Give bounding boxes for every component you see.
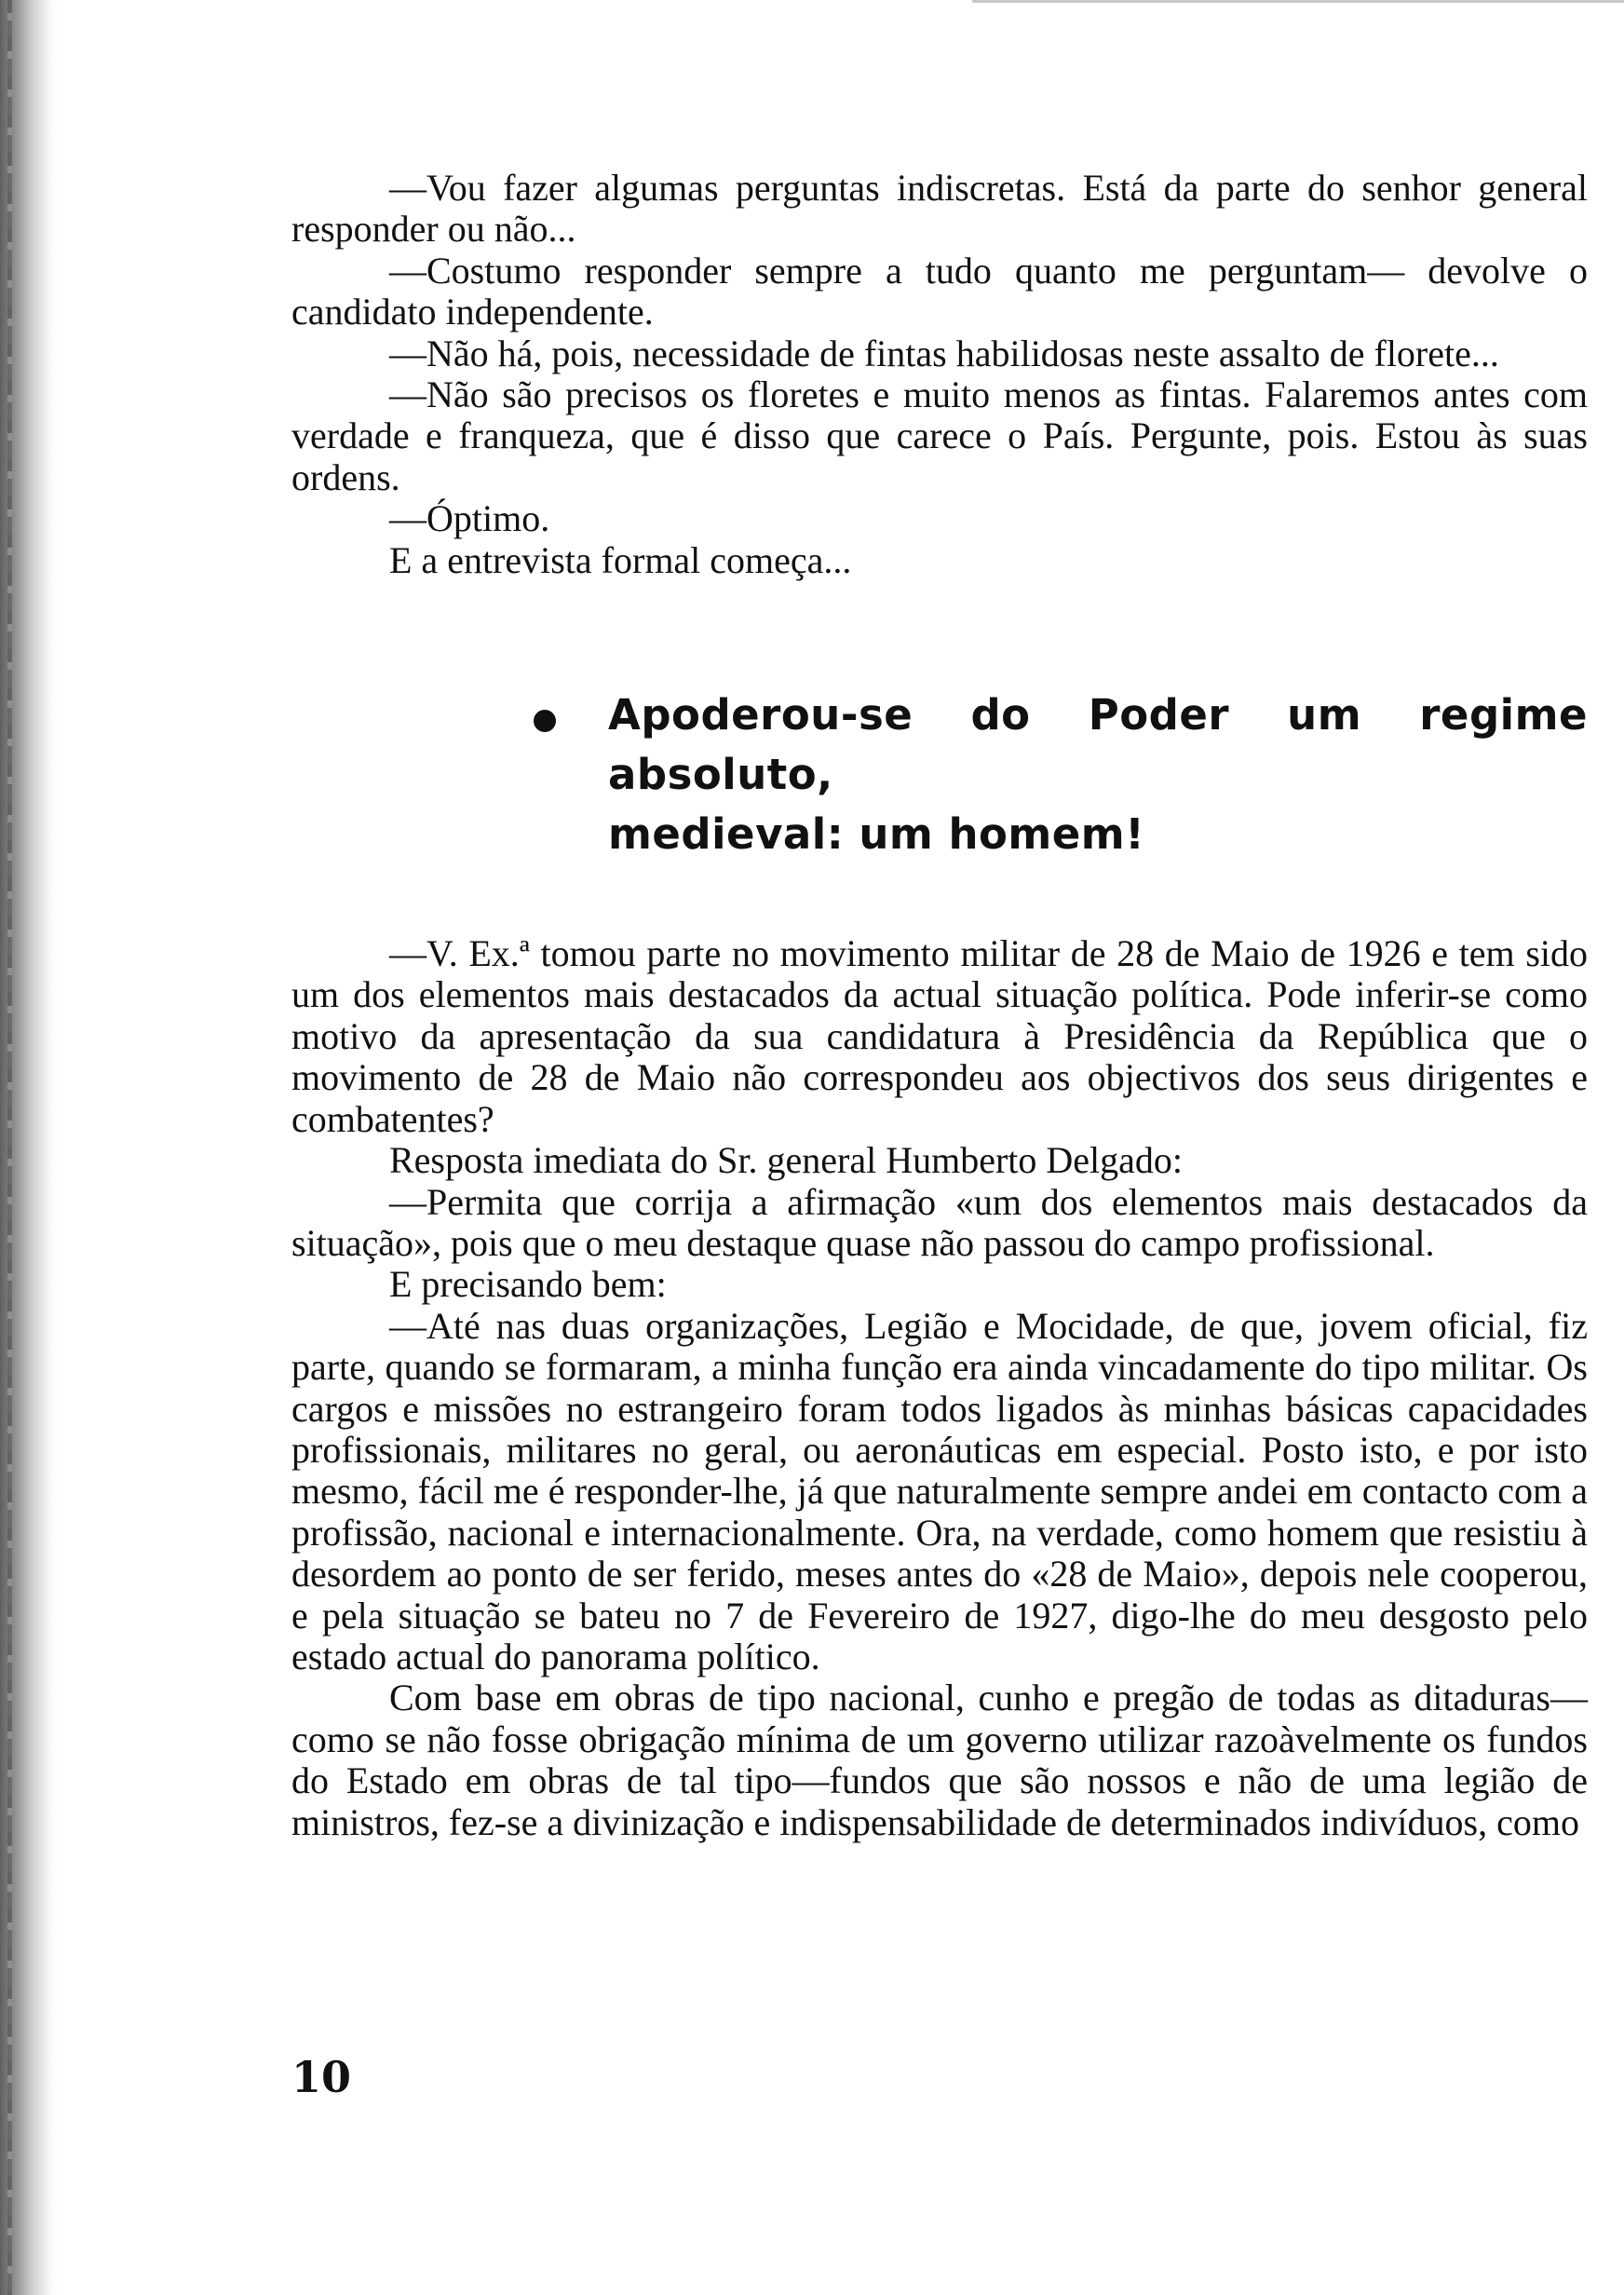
body-paragraph-4: E precisando bem: (389, 1263, 667, 1306)
body-paragraph-6: Com base em obras de tipo nacional, cunho e pregão de todas as ditaduras—como se não fosse obrigação mínima de um governo utilizar razoàvelmente os fundos do Estado em obras de tal tipo—fundos que são nossos e não de uma legião de ministros, fez-se a divinização e indispensabilidade de determinados indivíduos, como (291, 1677, 1588, 1843)
section-heading-line-1: Apoderou-se do Poder um regime absoluto, (608, 690, 1588, 800)
body-paragraph-3: —Permita que corrija a afirmação «um dos elementos mais destacados da situação», pois que o meu destaque quase não passou do campo profissional. (291, 1180, 1588, 1264)
scan-binding-edge (0, 0, 58, 2295)
body-paragraph-5: —Até nas duas organizações, Legião e Mocidade, de que, jovem oficial, fiz parte, quando se formaram, a minha função era ainda vincadamente do tipo militar. Os cargos e missões no estrangeiro foram todos ligados às minhas básicas capacidades profissionais, militares no geral, ou aeronáuticas em especial. Posto isto, e por isto mesmo, fácil me é responder-lhe, já que naturalmente sempre andei em contacto com a profissão, nacional e internacionalmente. Ora, na verdade, como homem que resistiu à desordem ao ponto de ser ferido, meses antes do «28 de Maio», depois nele cooperou, e pela situação se bateu no 7 de Fevereiro de 1927, digo-lhe do meu desgosto pelo estado actual do panorama político. (291, 1304, 1588, 1677)
intro-paragraph-6: E a entrevista formal começa... (389, 538, 852, 581)
intro-paragraph-2: —Costumo responder sempre a tudo quanto me perguntam— devolve o candidato independente. (291, 249, 1588, 333)
body-paragraph-1: —V. Ex.ª tomou parte no movimento militar de 28 de Maio de 1926 e tem sido um dos elementos mais destacados da actual situação política. Pode inferir-se como motivo da apresentação da sua candidatura à Presidência da República que o movimento de 28 de Maio não correspondeu aos objectivos dos seus dirigentes e combatentes? (291, 932, 1588, 1140)
intro-paragraph-4: —Não são precisos os floretes e muito menos as fintas. Falaremos antes com verdade e franqueza, que é disso que carece o País. Pergunte, pois. Estou às suas ordens. (291, 373, 1588, 498)
intro-paragraph-3: —Não há, pois, necessidade de fintas habilidosas neste assalto de florete... (389, 332, 1499, 374)
intro-paragraph-5: —Óptimo. (389, 497, 550, 540)
interview-body (291, 933, 1588, 1843)
body-paragraph-2: Resposta imediata do Sr. general Humberto Delgado: (389, 1139, 1184, 1182)
section-heading (608, 686, 1588, 864)
page-content (291, 168, 1588, 1843)
intro-paragraph-1: —Vou fazer algumas perguntas indiscretas. Está da parte do senhor general responder ou não... (291, 167, 1588, 251)
page-number: 10 (291, 2052, 352, 2102)
scan-top-rule (972, 0, 1624, 3)
bullet-icon (534, 710, 556, 732)
section-heading-line-2: medieval: um homem! (608, 809, 1145, 860)
intro-dialogue (291, 168, 1588, 581)
